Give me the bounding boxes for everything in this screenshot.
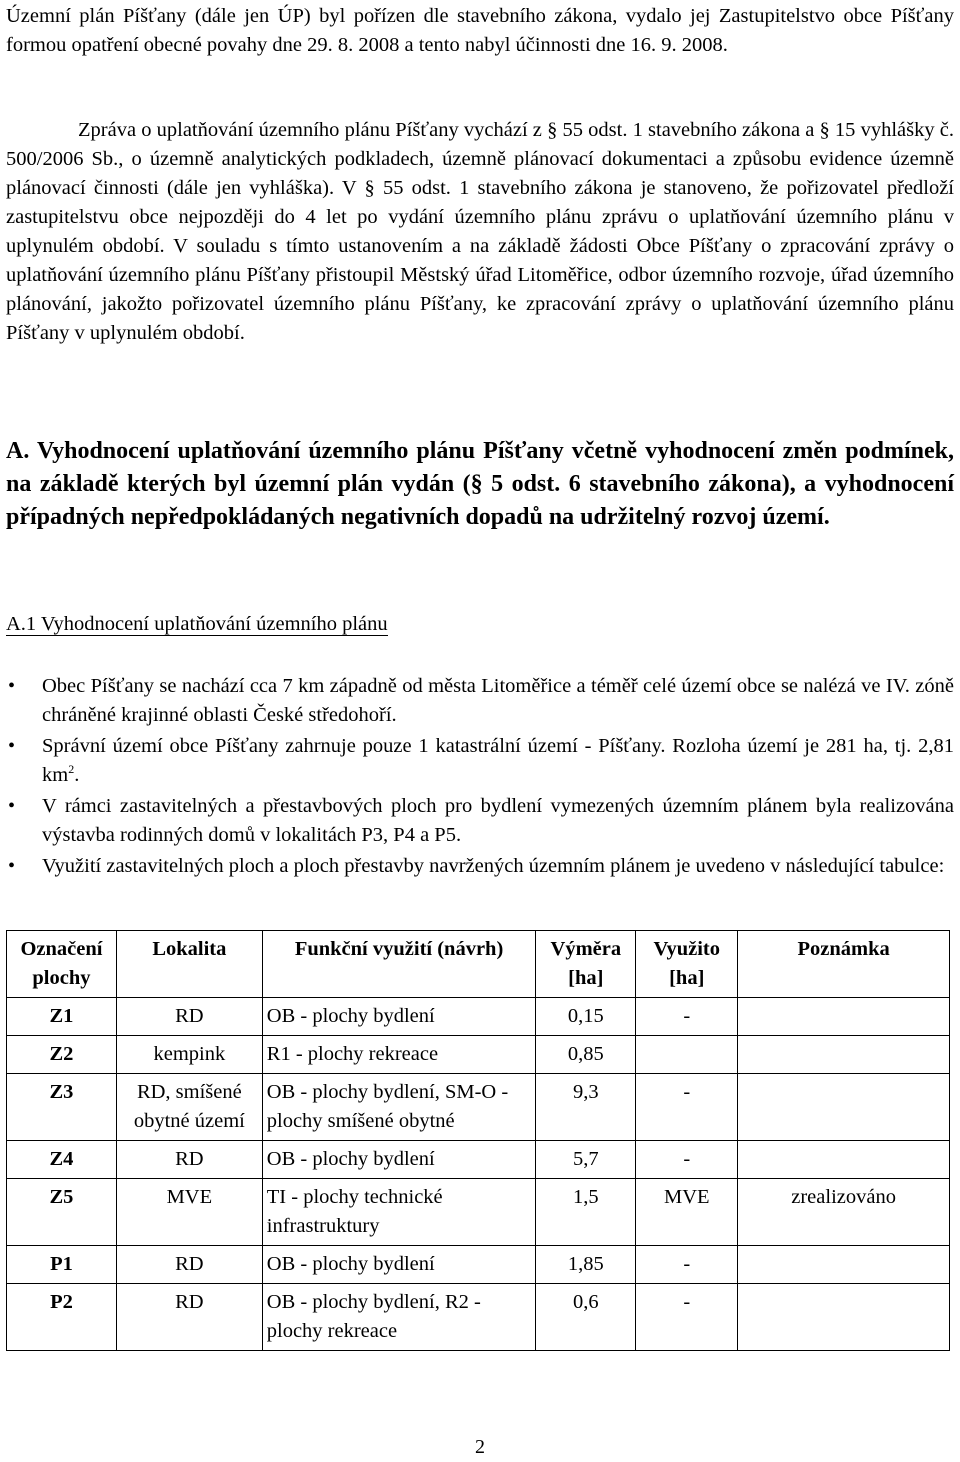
list-item bbox=[6, 672, 954, 730]
cell-id: Z5 bbox=[7, 1179, 117, 1246]
table-row bbox=[7, 1246, 950, 1284]
cell-poznamka: zrealizováno bbox=[738, 1179, 950, 1246]
cell-vyuzito: - bbox=[636, 998, 738, 1036]
header-vyuzito: Využito [ha] bbox=[636, 931, 738, 998]
cell-lokalita: RD bbox=[116, 1284, 262, 1351]
cell-vymera: 9,3 bbox=[536, 1074, 636, 1141]
cell-vymera: 0,85 bbox=[536, 1036, 636, 1074]
cell-poznamka bbox=[738, 998, 950, 1036]
cell-id: Z3 bbox=[7, 1074, 117, 1141]
list-item bbox=[6, 732, 954, 790]
table-row bbox=[7, 1036, 950, 1074]
cell-lokalita: RD bbox=[116, 1141, 262, 1179]
intro-paragraph-1: Územní plán Píšťany (dále jen ÚP) byl pořízen dle stavebního zákona, vydalo jej Zastupitelstvo obce Píšťany formou opatření obecné povahy dne 29. 8. 2008 a tento nabyl účinnosti dne 16. 9. 2008. bbox=[6, 5, 954, 56]
header-funkcni-vyuziti: Funkční využití (návrh) bbox=[262, 931, 536, 998]
subsection-heading-text: A.1 Vyhodnocení uplatňování územního plánu bbox=[6, 613, 388, 635]
cell-funkce: R1 - plochy rekreace bbox=[262, 1036, 536, 1074]
table-row bbox=[7, 1284, 950, 1351]
table-row bbox=[7, 998, 950, 1036]
cell-lokalita: MVE bbox=[116, 1179, 262, 1246]
cell-poznamka bbox=[738, 1246, 950, 1284]
cell-id: P1 bbox=[7, 1246, 117, 1284]
cell-poznamka bbox=[738, 1036, 950, 1074]
list-item-text: V rámci zastavitelných a přestavbových ploch pro bydlení vymezených územním plánem byla realizována výstavba rodinných domů v lokalitách P3, P4 a P5. bbox=[42, 795, 954, 846]
cell-lokalita: RD, smíšené obytné území bbox=[116, 1074, 262, 1141]
cell-lokalita: RD bbox=[116, 998, 262, 1036]
bullet-list bbox=[6, 672, 954, 883]
header-oznaceni: Označení plochy bbox=[7, 931, 117, 998]
table-header-row bbox=[7, 931, 950, 998]
bullet-icon: • bbox=[8, 855, 16, 877]
bullet-icon: • bbox=[8, 675, 16, 697]
cell-vyuzito: - bbox=[636, 1284, 738, 1351]
intro-paragraph-2: Zpráva o uplatňování územního plánu Píšťany vychází z § 55 odst. 1 stavebního zákona a § 15 vyhlášky č. 500/2006 Sb., o územně analytických podkladech, územně plánovací dokumentaci a způsobu evidence územně plánovací činnosti (dále jen vyhláška). V § 55 odst. 1 stavebního zákona je stanoveno, že pořizovatel předloží zastupitelstvu obce nejpozději do 4 let po vydání územního plánu zprávu o uplatňování územního plánu v uplynulém období. V souladu s tímto ustanovením a na základě žádosti Obce Píšťany o zpracování zprávy o uplatňování územního plánu Píšťany přistoupil Městský úřad Litoměřice, odbor územního rozvoje, úřad územního plánování, jakožto pořizovatel územního plánu Píšťany, ke zpracování zprávy o uplatňování územního plánu Píšťany v uplynulém období. bbox=[6, 119, 954, 344]
cell-vymera: 5,7 bbox=[536, 1141, 636, 1179]
cell-id: Z1 bbox=[7, 998, 117, 1036]
cell-funkce: OB - plochy bydlení bbox=[262, 998, 536, 1036]
cell-funkce: OB - plochy bydlení bbox=[262, 1141, 536, 1179]
list-item-text: Využití zastavitelných ploch a ploch přestavby navržených územním plánem je uvedeno v následující tabulce: bbox=[42, 855, 945, 877]
header-lokalita: Lokalita bbox=[116, 931, 262, 998]
list-item bbox=[6, 852, 954, 881]
table-row bbox=[7, 1179, 950, 1246]
cell-id: Z2 bbox=[7, 1036, 117, 1074]
table-row bbox=[7, 1141, 950, 1179]
cell-funkce: TI - plochy technické infrastruktury bbox=[262, 1179, 536, 1246]
bullet-icon: • bbox=[8, 795, 16, 817]
areas-table bbox=[6, 930, 950, 1351]
cell-funkce: OB - plochy bydlení bbox=[262, 1246, 536, 1284]
cell-vymera: 1,85 bbox=[536, 1246, 636, 1284]
list-item-text: Obec Píšťany se nachází cca 7 km západně od města Litoměřice a téměř celé území obce se nalézá ve IV. zóně chráněné krajinné oblasti České středohoří. bbox=[42, 675, 954, 726]
cell-vymera: 1,5 bbox=[536, 1179, 636, 1246]
cell-vyuzito bbox=[636, 1036, 738, 1074]
cell-funkce: OB - plochy bydlení, SM-O - plochy smíšené obytné bbox=[262, 1074, 536, 1141]
header-poznamka: Poznámka bbox=[738, 931, 950, 998]
cell-vyuzito: - bbox=[636, 1246, 738, 1284]
cell-poznamka bbox=[738, 1141, 950, 1179]
bullet-icon: • bbox=[8, 735, 16, 757]
page-number: 2 bbox=[475, 1436, 485, 1458]
cell-poznamka bbox=[738, 1284, 950, 1351]
list-item bbox=[6, 792, 954, 850]
cell-lokalita: kempink bbox=[116, 1036, 262, 1074]
cell-vyuzito: - bbox=[636, 1074, 738, 1141]
header-vymera: Výměra [ha] bbox=[536, 931, 636, 998]
section-heading-a: A. Vyhodnocení uplatňování územního plánu Píšťany včetně vyhodnocení změn podmínek, na základě kterých byl územní plán vydán (§ 5 odst. 6 stavebního zákona), a vyhodnocení případných nepředpokládaných negativních dopadů na udržitelný rozvoj území. bbox=[6, 438, 954, 530]
cell-funkce: OB - plochy bydlení, R2 - plochy rekreace bbox=[262, 1284, 536, 1351]
table-row bbox=[7, 1074, 950, 1141]
cell-vymera: 0,15 bbox=[536, 998, 636, 1036]
subsection-heading-a1 bbox=[6, 610, 388, 639]
cell-vymera: 0,6 bbox=[536, 1284, 636, 1351]
list-item-text-end: . bbox=[74, 764, 80, 786]
cell-id: Z4 bbox=[7, 1141, 117, 1179]
superscript: 2 bbox=[68, 762, 75, 777]
cell-poznamka bbox=[738, 1074, 950, 1141]
cell-vyuzito: - bbox=[636, 1141, 738, 1179]
cell-vyuzito: MVE bbox=[636, 1179, 738, 1246]
cell-lokalita: RD bbox=[116, 1246, 262, 1284]
list-item-text: Správní území obce Píšťany zahrnuje pouze 1 katastrální území - Píšťany. Rozloha území je 281 ha, tj. 2,81 km bbox=[42, 735, 954, 786]
cell-id: P2 bbox=[7, 1284, 117, 1351]
